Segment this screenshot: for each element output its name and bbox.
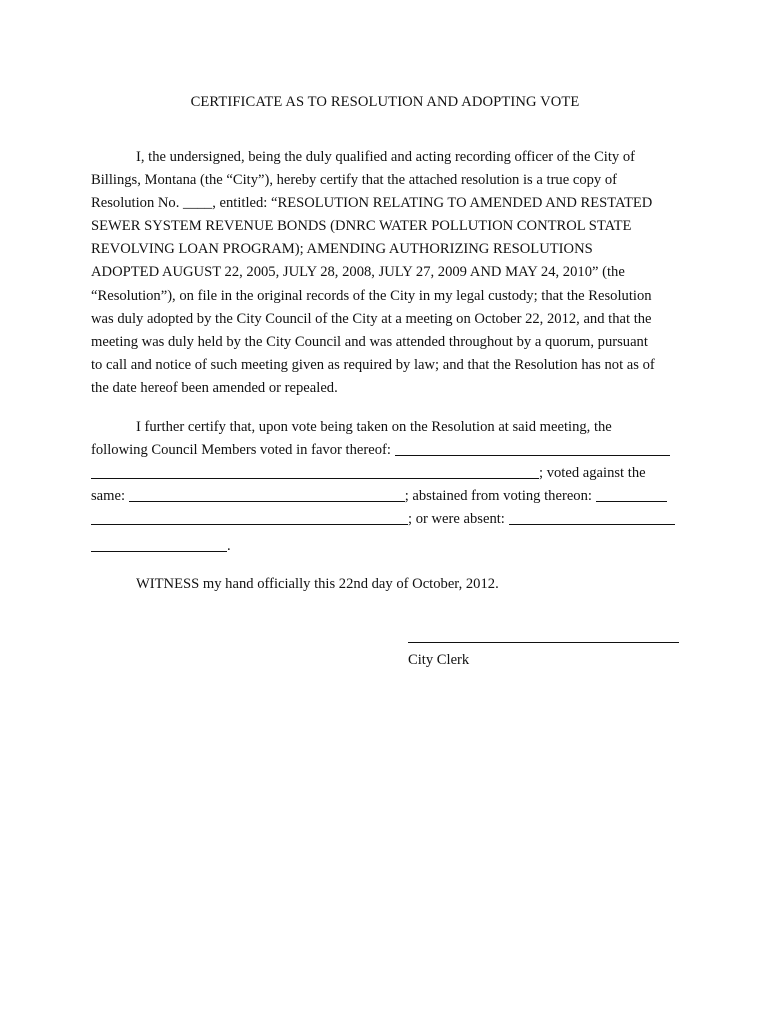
absent-blank-continued	[91, 537, 227, 552]
paragraph1-line-1: I, the undersigned, being the duly qualified and acting recording officer of the City of	[136, 149, 636, 165]
period-mark: .	[227, 538, 231, 554]
paragraph2-line-4	[91, 487, 667, 505]
voted-in-favor-label: following Council Members voted in favor thereof:	[91, 442, 391, 458]
signature-label: City Clerk	[408, 652, 470, 668]
voted-against-blank	[129, 487, 405, 502]
document-title: CERTIFICATE AS TO RESOLUTION AND ADOPTING VOTE	[190, 94, 580, 110]
paragraph1-line-7: “Resolution”), on file in the original records of the City in my legal custody; that the Resolution	[91, 288, 652, 304]
paragraph1-line-2: Billings, Montana (the “City”), hereby certify that the attached resolution is a true copy of	[91, 172, 618, 188]
paragraph2-line-6	[91, 537, 231, 555]
paragraph1-line-10: to call and notice of such meeting given as required by law; and that the Resolution has not as of	[91, 357, 655, 373]
paragraph1-line-11: the date hereof been amended or repealed.	[91, 380, 338, 396]
paragraph1-line-5: REVOLVING LOAN PROGRAM); AMENDING AUTHORIZING RESOLUTIONS	[91, 241, 593, 257]
voted-against-label: ; voted against the	[539, 465, 646, 481]
abstained-label: ; abstained from voting thereon:	[404, 488, 592, 504]
paragraph1-line-8: was duly adopted by the City Council of the City at a meeting on October 22, 2012, and that the	[91, 311, 652, 327]
witness-statement: WITNESS my hand officially this 22nd day of October, 2012.	[136, 576, 499, 592]
same-label: same:	[91, 488, 126, 504]
signature-line	[408, 642, 679, 643]
absent-label: ; or were absent:	[408, 511, 505, 527]
voted-in-favor-blank	[395, 441, 670, 456]
paragraph2-line-1: I further certify that, upon vote being taken on the Resolution at said meeting, the	[136, 419, 612, 435]
paragraph2-line-2	[91, 441, 670, 459]
voted-in-favor-blank-continued	[91, 464, 539, 479]
paragraph2-line-5	[91, 510, 675, 528]
paragraph1-line-9: meeting was duly held by the City Council and was attended throughout by a quorum, pursuant	[91, 334, 648, 350]
paragraph1-line-6: ADOPTED AUGUST 22, 2005, JULY 28, 2008, JULY 27, 2009 AND MAY 24, 2010” (the	[91, 264, 625, 280]
abstained-blank-continued	[91, 510, 408, 525]
paragraph2-line-3	[91, 464, 646, 482]
absent-blank	[509, 510, 675, 525]
paragraph1-line-4: SEWER SYSTEM REVENUE BONDS (DNRC WATER POLLUTION CONTROL STATE	[91, 218, 632, 234]
paragraph1-line-3: Resolution No. ____, entitled: “RESOLUTION RELATING TO AMENDED AND RESTATED	[91, 195, 653, 211]
abstained-blank	[596, 487, 667, 502]
